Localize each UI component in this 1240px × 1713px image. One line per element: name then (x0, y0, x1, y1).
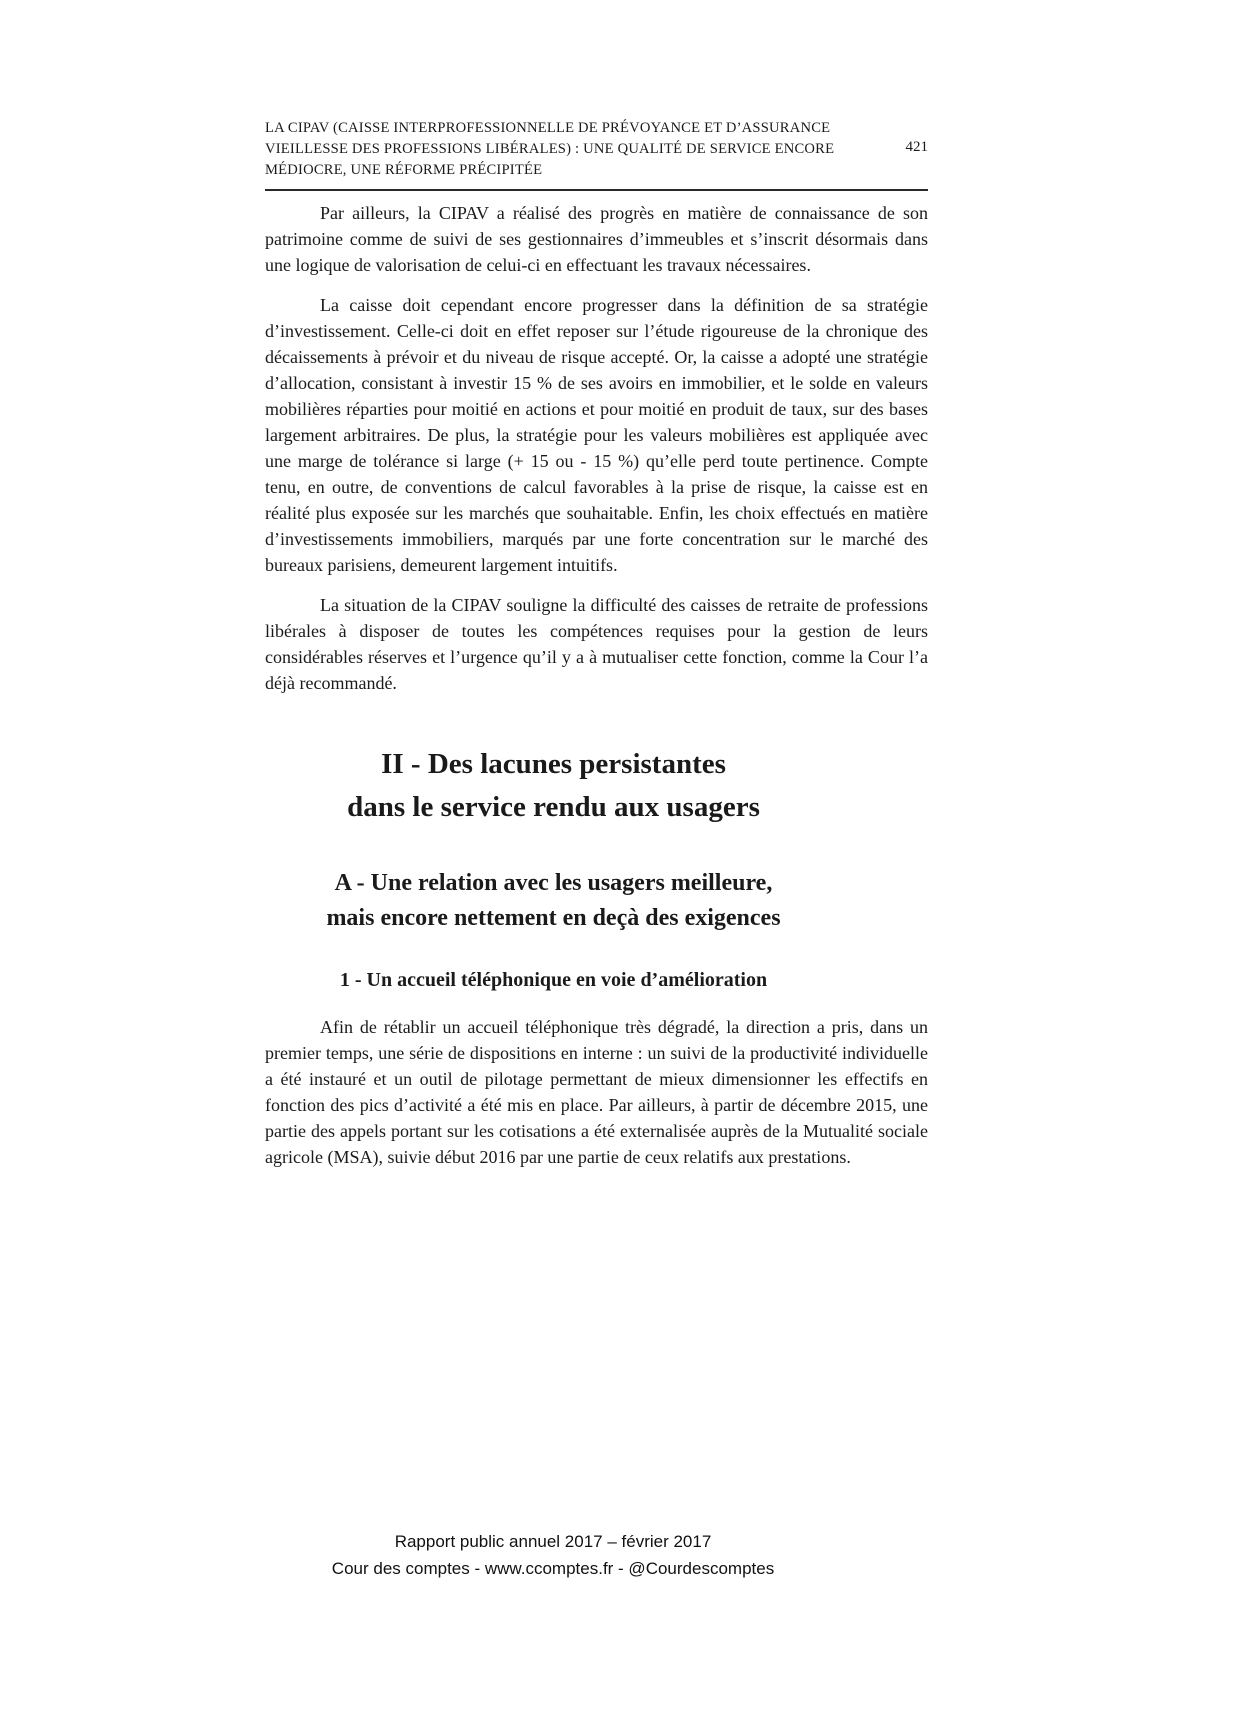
running-header (265, 118, 928, 181)
paragraph-patrimoine: Par ailleurs, la CIPAV a réalisé des progrès en matière de connaissance de son patrimoine comme de suivi de ses gestionnaires d’immeubles et s’inscrit désormais dans une logique de valorisation de celui-ci en effectuant les travaux nécessaires. (265, 203, 928, 275)
subsection-heading (265, 866, 928, 936)
footer-report-title: Rapport public annuel 2017 – février 2017 (394, 1532, 712, 1551)
text-column (265, 118, 928, 1184)
subsection-heading-line1: A - Une relation avec les usagers meilleure, (334, 870, 773, 896)
section-heading (265, 743, 928, 829)
page-footer (0, 1528, 1106, 1582)
paragraph-situation-cipav: La situation de la CIPAV souligne la difficulté des caisses de retraite de professions libérales à disposer de toutes les compétences requises pour la gestion de leurs considérables réserves et l’urgence qu’il y a à mutualiser cette fonction, comme la Cour l’a déjà recommandé. (265, 595, 928, 693)
page-number: 421 (905, 139, 928, 155)
section-heading-line2: dans le service rendu aux usagers (347, 791, 760, 823)
body-text-continued (265, 1014, 928, 1170)
subsubsection-heading: 1 - Un accueil téléphonique en voie d’amélioration (339, 969, 768, 991)
footer-attribution: Cour des comptes - www.ccomptes.fr - @Courdescomptes (331, 1559, 775, 1578)
body-text (265, 200, 928, 696)
paragraph-accueil-telephonique: Afin de rétablir un accueil téléphonique très dégradé, la direction a pris, dans un premier temps, une série de dispositions en interne : un suivi de la productivité individuelle a été instauré et un outil de pilotage permettant de mieux dimensionner les effectifs en fonction des pics d’activité a été mis en place. Par ailleurs, à partir de décembre 2015, une partie des appels portant sur les cotisations a été externalisée auprès de la Mutualité sociale agricole (MSA), suivie début 2016 par une partie de ceux relatifs aux prestations. (265, 1017, 928, 1167)
paragraph-strategie-investissement: La caisse doit cependant encore progresser dans la définition de sa stratégie d’investissement. Celle-ci doit en effet reposer sur l’étude rigoureuse de la chronique des décaissements à prévoir et du niveau de risque accepté. Or, la caisse a adopté une stratégie d’allocation, consistant à investir 15 % de ses avoirs en immobilier, et le solde en valeurs mobilières réparties pour moitié en actions et pour moitié en produit de taux, sur des bases largement arbitraires. De plus, la stratégie pour les valeurs mobilières est appliquée avec une marge de tolérance si large (+ 15 ou - 15 %) qu’elle perd toute pertinence. Compte tenu, en outre, de conventions de calcul favorables à la prise de risque, la caisse est en réalité plus exposée sur les marchés que souhaitable. Enfin, les choix effectués en matière d’investissements immobiliers, marqués par une forte concentration sur le marché des bureaux parisiens, demeurent largement intuitifs. (265, 295, 928, 575)
section-heading-line1: II - Des lacunes persistantes (381, 748, 726, 780)
subsection-heading-line2: mais encore nettement en deçà des exigences (326, 905, 781, 931)
running-header-title: LA CIPAV (CAISSE INTERPROFESSIONNELLE DE PRÉVOYANCE ET D’ASSURANCE VIEILLESSE DES PROFESSIONS LIBÉRALES) : UNE QUALITÉ DE SERVICE ENCORE MÉDIOCRE, UNE RÉFORME PRÉCIPITÉE (265, 120, 835, 178)
header-rule (265, 189, 928, 191)
